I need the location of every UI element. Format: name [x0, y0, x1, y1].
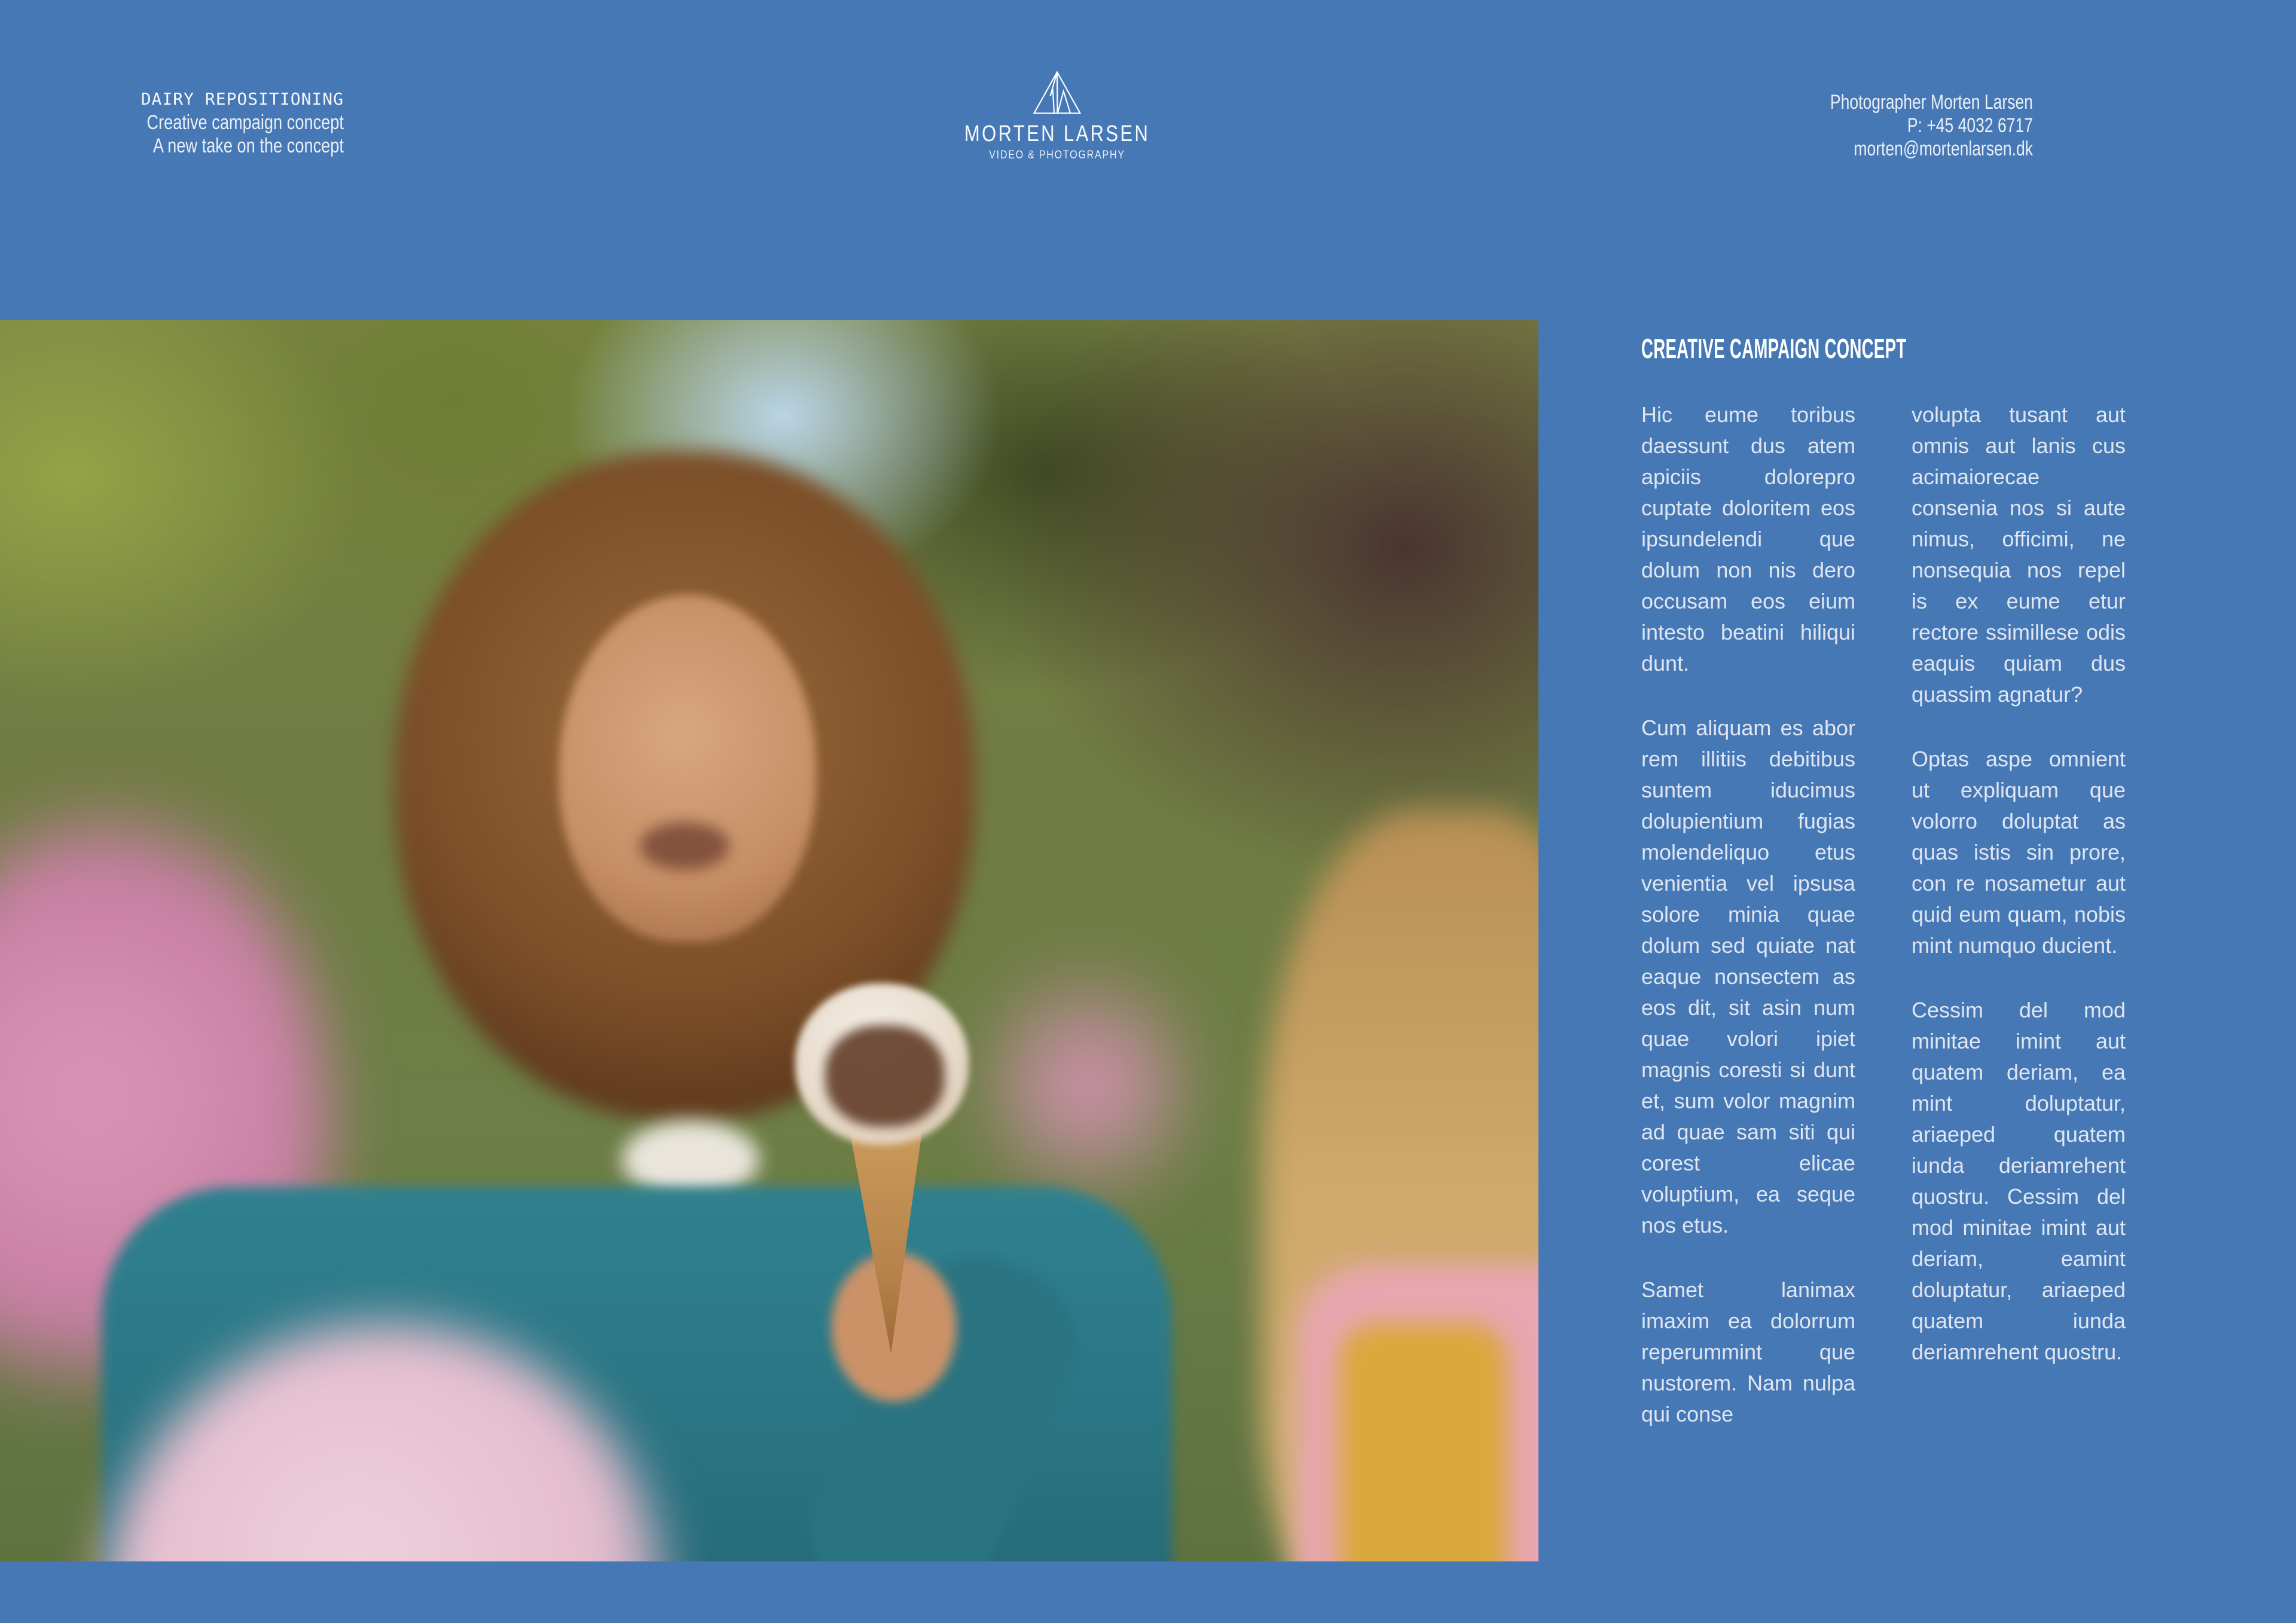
- logo-tagline: VIDEO & PHOTOGRAPHY: [989, 149, 1125, 161]
- text-column-1: [1641, 399, 1855, 1430]
- paragraph: Cum aliquam es abor rem illitiis debitibus suntem iducimus dolupientium fugias molendeliquo etus venientia vel ipsusa solore minia quae dolum sed quiate nat eaque nonsectem as eos dit, sit asin num quae volori ipiet magnis coresti si dunt et, sum volor magnim ad quae sam siti qui corest elicae voluptium, ea seque nos etus.: [1641, 716, 1855, 1237]
- project-info-block: [57, 87, 344, 158]
- article-heading: CREATIVE CAMPAIGN CONCEPT: [1641, 333, 1907, 364]
- contact-photographer: Photographer Morten Larsen: [1830, 91, 2033, 114]
- logo: [920, 71, 1195, 163]
- photo-girl-face: [559, 595, 816, 942]
- photo-girl-smile: [640, 822, 729, 870]
- paragraph: volupta tusant aut omnis aut lanis cus acimaiorecae consenia nos si aute nimus, officimi, ne nonsequia nos repel is ex eume etur rectore ssimillese odis eaquis quiam dus quassim agnatur?: [1912, 402, 2126, 707]
- paragraph: Cessim del mod minitae imint aut quatem deriam, ea mint doluptatur, ariaeped quatem iunda deriamrehent quostru. Cessim del mod minitae imint aut deriam, eamint doluptatur, ariaeped quatem iunda deriamrehent quostru.: [1912, 998, 2126, 1364]
- project-subtitle-2: A new take on the concept: [152, 135, 344, 157]
- paragraph: Optas aspe omnient ut expliquam que volorro doluptat as quas istis sin prore, con re nosametur aut quid eum quam, nobis mint numquo ducient.: [1912, 747, 2126, 958]
- contact-email[interactable]: morten@mortenlarsen.dk: [1854, 137, 2033, 160]
- project-title: DAIRY REPOSITIONING: [141, 89, 344, 109]
- logo-name: MORTEN LARSEN: [964, 121, 1150, 146]
- photo-friend-yellow-stripe: [1339, 1324, 1507, 1561]
- contact-block: [1746, 91, 2033, 161]
- paragraph: Hic eume toribus daessunt dus atem apiciis dolorepro cuptate doloritem eos ipsundelendi que dolum non nis dero occusam eos eium intesto beatini hiliqui dunt.: [1641, 402, 1855, 676]
- hero-photo: [0, 320, 1538, 1561]
- mountain-triangle-icon: [1033, 71, 1082, 115]
- photo-chocolate-topping: [825, 1025, 945, 1127]
- paragraph: Samet lanimax imaxim ea dolorrum reperummint que nustorem. Nam nulpa qui conse: [1641, 1277, 1855, 1426]
- project-subtitle-1: Creative campaign concept: [146, 111, 344, 134]
- contact-phone: P: +45 4032 6717: [1907, 114, 2033, 137]
- text-column-2: [1912, 399, 2126, 1368]
